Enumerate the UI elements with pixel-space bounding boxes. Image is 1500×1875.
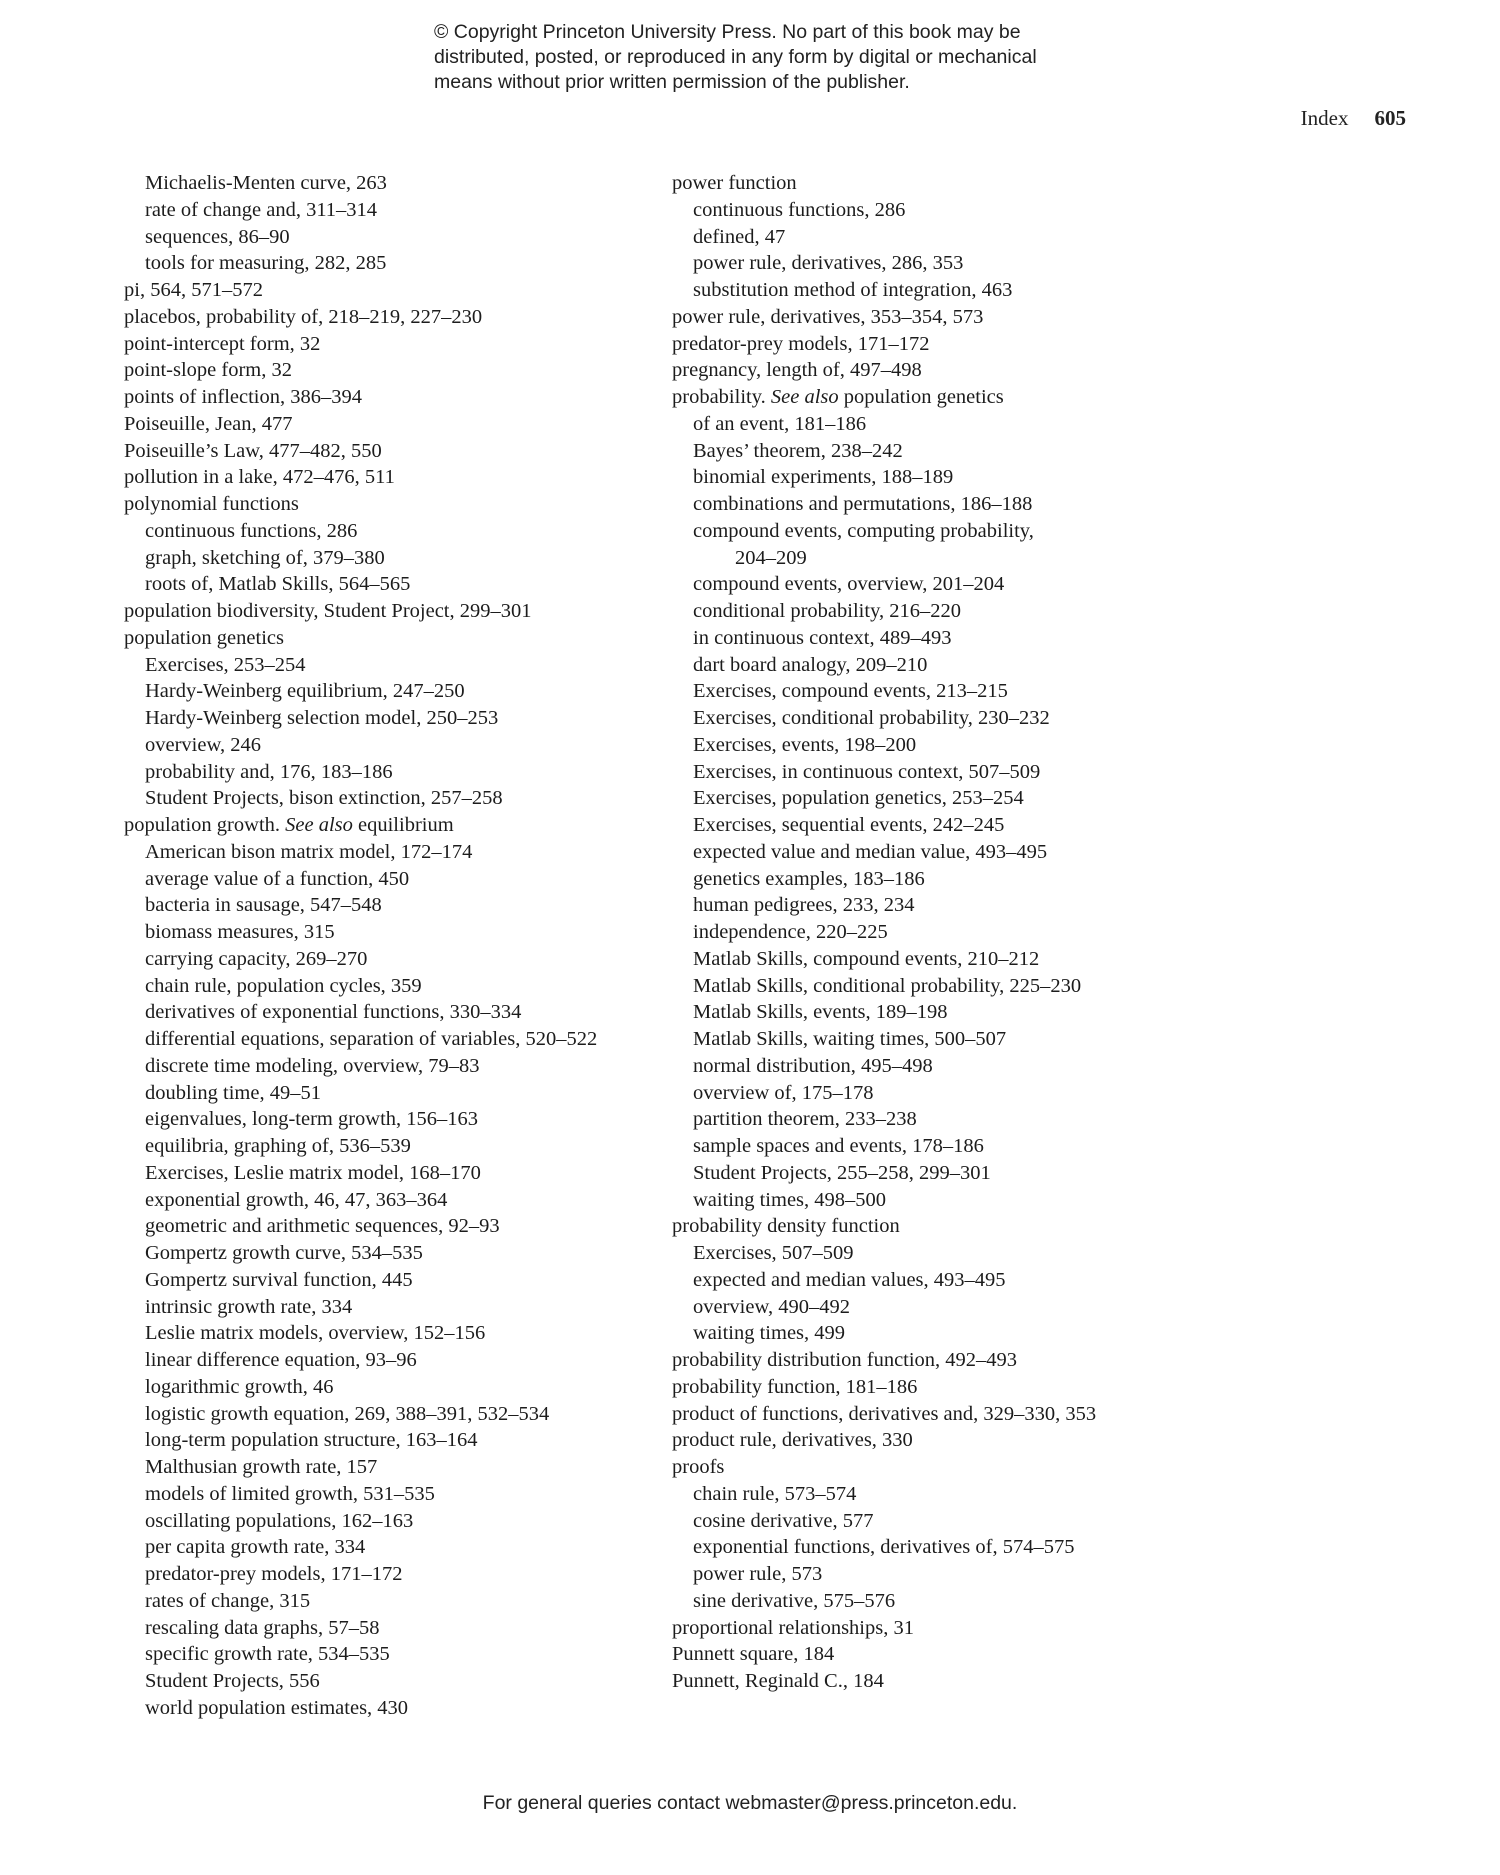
entry-text: point-intercept form, 32 xyxy=(124,332,321,355)
index-subentry xyxy=(124,1026,664,1053)
entry-text: Leslie matrix models, overview, 152–156 xyxy=(145,1322,486,1345)
entry-text: compound events, overview, 201–204 xyxy=(693,573,1005,596)
entry-text: power rule, derivatives, 353–354, 573 xyxy=(672,305,984,328)
index-subentry xyxy=(672,545,1192,572)
index-subentry xyxy=(672,1534,1192,1561)
entry-text: eigenvalues, long-term growth, 156–163 xyxy=(145,1108,479,1131)
entry-text: proofs xyxy=(672,1456,725,1478)
page-number: 605 xyxy=(1374,106,1406,130)
entry-text: doubling time, 49–51 xyxy=(145,1081,321,1104)
index-subentry xyxy=(672,571,1192,598)
see-also-label: See also xyxy=(770,386,839,408)
index-subentry xyxy=(124,1133,664,1160)
entry-text: human pedigrees, 233, 234 xyxy=(693,894,915,917)
entry-text: product rule, derivatives, 330 xyxy=(672,1429,913,1452)
index-entry xyxy=(672,1213,1192,1240)
entry-text: Malthusian growth rate, 157 xyxy=(145,1456,378,1478)
index-subentry xyxy=(672,625,1192,652)
index-entry xyxy=(672,1347,1192,1374)
index-subentry xyxy=(672,1080,1192,1107)
index-subentry xyxy=(672,250,1192,277)
index-subentry xyxy=(672,1481,1192,1508)
see-also-target: equilibrium xyxy=(352,814,454,836)
entry-text: chain rule, population cycles, 359 xyxy=(145,974,422,997)
entry-text: Exercises, in continuous context, 507–509 xyxy=(693,760,1041,783)
entry-text: oscillating populations, 162–163 xyxy=(145,1509,414,1532)
entry-text: sample spaces and events, 178–186 xyxy=(693,1135,984,1157)
entry-text: Poiseuille’s Law, 477–482, 550 xyxy=(124,439,382,462)
index-entry xyxy=(672,1668,1192,1695)
index-subentry xyxy=(672,411,1192,438)
entry-text: pregnancy, length of, 497–498 xyxy=(672,359,922,382)
index-subentry xyxy=(124,1080,664,1107)
index-entry xyxy=(124,812,664,839)
entry-text: population biodiversity, Student Project, 299–301 xyxy=(124,600,532,622)
index-entry xyxy=(124,438,664,465)
index-subentry xyxy=(672,598,1192,625)
entry-text: Bayes’ theorem, 238–242 xyxy=(693,439,903,462)
index-subentry xyxy=(124,1561,664,1588)
entry-text: probability distribution function, 492–493 xyxy=(672,1349,1018,1371)
index-subentry xyxy=(672,1588,1192,1615)
index-subentry xyxy=(124,1615,664,1642)
index-subentry xyxy=(672,678,1192,705)
index-subentry xyxy=(124,1427,664,1454)
entry-text: world population estimates, 430 xyxy=(145,1696,409,1719)
entry-text: point-slope form, 32 xyxy=(124,359,292,382)
index-subentry xyxy=(124,224,664,251)
entry-text: average value of a function, 450 xyxy=(145,867,410,890)
index-subentry xyxy=(672,1187,1192,1214)
index-subentry xyxy=(124,1588,664,1615)
index-subentry xyxy=(124,170,664,197)
index-subentry xyxy=(124,197,664,224)
entry-text: points of inflection, 386–394 xyxy=(124,386,363,408)
index-entry xyxy=(124,304,664,331)
see-also-label: See also xyxy=(285,814,353,836)
entry-text: logarithmic growth, 46 xyxy=(145,1375,334,1398)
index-subentry xyxy=(672,946,1192,973)
entry-text: specific growth rate, 534–535 xyxy=(145,1643,390,1666)
entry-text: continuous functions, 286 xyxy=(145,519,358,542)
entry-text: placebos, probability of, 218–219, 227–230 xyxy=(124,305,483,328)
entry-text: Exercises, 507–509 xyxy=(693,1242,854,1264)
entry-text: exponential functions, derivatives of, 574–575 xyxy=(693,1536,1075,1559)
index-entry xyxy=(124,331,664,358)
entry-text: Matlab Skills, waiting times, 500–507 xyxy=(693,1028,1007,1050)
index-subentry xyxy=(124,1534,664,1561)
entry-text: rates of change, 315 xyxy=(145,1589,311,1612)
entry-text: geometric and arithmetic sequences, 92–93 xyxy=(145,1215,500,1238)
entry-text: of an event, 181–186 xyxy=(693,412,867,435)
entry-text: overview, 246 xyxy=(145,733,261,756)
index-subentry xyxy=(124,571,664,598)
entry-text: overview, 490–492 xyxy=(693,1295,850,1318)
entry-text: Student Projects, 556 xyxy=(145,1670,320,1692)
index-entry xyxy=(124,411,664,438)
entry-text: logistic growth equation, 269, 388–391, 532–534 xyxy=(145,1402,550,1425)
index-subentry xyxy=(124,785,664,812)
index-subentry xyxy=(672,973,1192,1000)
index-subentry xyxy=(124,1641,664,1668)
index-subentry xyxy=(672,1133,1192,1160)
index-subentry xyxy=(124,919,664,946)
index-subentry xyxy=(124,1347,664,1374)
entry-text: overview of, 175–178 xyxy=(693,1081,874,1104)
entry-text: rescaling data graphs, 57–58 xyxy=(145,1616,380,1639)
index-subentry xyxy=(672,892,1192,919)
index-subentry xyxy=(672,197,1192,224)
index-entry xyxy=(672,1427,1192,1454)
index-entry xyxy=(672,1641,1192,1668)
entry-text: substitution method of integration, 463 xyxy=(693,279,1013,301)
index-subentry xyxy=(124,1160,664,1187)
entry-text: bacteria in sausage, 547–548 xyxy=(145,894,382,917)
index-subentry xyxy=(124,999,664,1026)
entry-text: Matlab Skills, events, 189–198 xyxy=(693,1001,948,1024)
index-column-right xyxy=(672,170,1192,1695)
index-subentry xyxy=(124,732,664,759)
entry-text: binomial experiments, 188–189 xyxy=(693,466,954,489)
footer-contact: For general queries contact webmaster@press.princeton.edu. xyxy=(482,1792,1018,1814)
entry-text: continuous functions, 286 xyxy=(693,198,906,221)
entry-text: Student Projects, bison extinction, 257–258 xyxy=(145,787,503,810)
entry-text: Punnett square, 184 xyxy=(672,1643,835,1666)
index-entry xyxy=(672,1454,1192,1481)
index-subentry xyxy=(124,1213,664,1240)
entry-text: power rule, derivatives, 286, 353 xyxy=(693,252,964,275)
index-subentry xyxy=(672,759,1192,786)
index-subentry xyxy=(672,999,1192,1026)
index-entry xyxy=(672,1374,1192,1401)
index-entry xyxy=(672,384,1192,411)
index-subentry xyxy=(672,1160,1192,1187)
index-subentry xyxy=(124,1320,664,1347)
entry-text: sequences, 86–90 xyxy=(145,225,290,248)
entry-text: Poiseuille, Jean, 477 xyxy=(124,412,293,435)
index-subentry xyxy=(672,1267,1192,1294)
entry-text: expected and median values, 493–495 xyxy=(693,1268,1006,1291)
entry-text: chain rule, 573–574 xyxy=(693,1482,857,1505)
entry-text: intrinsic growth rate, 334 xyxy=(145,1295,353,1318)
entry-text: carrying capacity, 269–270 xyxy=(145,947,368,970)
index-subentry xyxy=(672,652,1192,679)
index-subentry xyxy=(124,1454,664,1481)
entry-text: Exercises, conditional probability, 230–232 xyxy=(693,707,1050,729)
running-head xyxy=(1301,106,1406,131)
entry-text: Michaelis-Menten curve, 263 xyxy=(145,172,387,194)
entry-text: normal distribution, 495–498 xyxy=(693,1054,933,1077)
entry-text: conditional probability, 216–220 xyxy=(693,600,961,622)
entry-text: Hardy-Weinberg selection model, 250–253 xyxy=(145,707,499,729)
index-subentry xyxy=(124,250,664,277)
index-subentry xyxy=(124,1187,664,1214)
entry-text: product of functions, derivatives and, 329–330, 353 xyxy=(672,1402,1097,1425)
entry-text: genetics examples, 183–186 xyxy=(693,867,925,890)
index-subentry xyxy=(124,1668,664,1695)
entry-text: Hardy-Weinberg equilibrium, 247–250 xyxy=(145,680,465,703)
index-entry xyxy=(124,464,664,491)
index-entry xyxy=(672,1401,1192,1428)
index-subentry xyxy=(124,1374,664,1401)
entry-text: Exercises, events, 198–200 xyxy=(693,733,917,756)
index-subentry xyxy=(124,1294,664,1321)
index-subentry xyxy=(124,1267,664,1294)
index-subentry xyxy=(672,518,1192,545)
entry-text: predator-prey models, 171–172 xyxy=(145,1563,403,1585)
entry-text: expected value and median value, 493–495 xyxy=(693,840,1048,863)
entry-text: per capita growth rate, 334 xyxy=(145,1536,366,1559)
entry-text: derivatives of exponential functions, 330–334 xyxy=(145,1001,522,1024)
index-subentry xyxy=(124,518,664,545)
entry-text: Matlab Skills, compound events, 210–212 xyxy=(693,947,1040,970)
index-subentry xyxy=(672,224,1192,251)
index-subentry xyxy=(672,1561,1192,1588)
see-also-target: population genetics xyxy=(838,386,1004,408)
index-entry xyxy=(672,170,1192,197)
index-subentry xyxy=(672,812,1192,839)
entry-text: roots of, Matlab Skills, 564–565 xyxy=(145,573,411,596)
index-subentry xyxy=(124,946,664,973)
entry-text: cosine derivative, 577 xyxy=(693,1509,874,1532)
entry-text: probability and, 176, 183–186 xyxy=(145,760,393,783)
index-subentry xyxy=(672,1320,1192,1347)
entry-text: probability. xyxy=(672,386,771,408)
index-subentry xyxy=(672,464,1192,491)
entry-text: models of limited growth, 531–535 xyxy=(145,1482,435,1505)
index-entry xyxy=(124,625,664,652)
entry-text: independence, 220–225 xyxy=(693,921,888,943)
entry-text: pi, 564, 571–572 xyxy=(124,279,263,301)
entry-text: in continuous context, 489–493 xyxy=(693,626,952,649)
index-subentry xyxy=(124,1240,664,1267)
index-subentry xyxy=(672,1508,1192,1535)
index-subentry xyxy=(672,1106,1192,1133)
entry-text: proportional relationships, 31 xyxy=(672,1616,914,1639)
entry-text: power function xyxy=(672,172,797,194)
index-subentry xyxy=(124,545,664,572)
entry-text: American bison matrix model, 172–174 xyxy=(145,840,473,863)
index-entry xyxy=(124,598,664,625)
index-entry xyxy=(124,384,664,411)
entry-text: Student Projects, 255–258, 299–301 xyxy=(693,1161,991,1184)
entry-text: Exercises, sequential events, 242–245 xyxy=(693,814,1005,836)
index-column-left xyxy=(124,170,664,1722)
index-subentry xyxy=(124,892,664,919)
copyright-notice xyxy=(434,20,1134,95)
index-subentry xyxy=(124,678,664,705)
entry-text: population growth. xyxy=(124,814,286,836)
entry-text: defined, 47 xyxy=(693,225,786,248)
entry-text: probability density function xyxy=(672,1215,900,1238)
entry-text: polynomial functions xyxy=(124,493,299,515)
entry-text: probability function, 181–186 xyxy=(672,1375,918,1398)
index-subentry xyxy=(124,1481,664,1508)
index-subentry xyxy=(124,1401,664,1428)
entry-text: predator-prey models, 171–172 xyxy=(672,332,930,355)
entry-text: 204–209 xyxy=(735,546,807,569)
index-subentry xyxy=(124,1053,664,1080)
entry-text: compound events, computing probability, xyxy=(693,519,1034,542)
index-subentry xyxy=(672,839,1192,866)
index-subentry xyxy=(672,1026,1192,1053)
entry-text: equilibria, graphing of, 536–539 xyxy=(145,1135,411,1157)
entry-text: Punnett, Reginald C., 184 xyxy=(672,1670,884,1692)
entry-text: exponential growth, 46, 47, 363–364 xyxy=(145,1188,448,1211)
index-subentry xyxy=(672,491,1192,518)
index-subentry xyxy=(672,866,1192,893)
index-subentry xyxy=(124,866,664,893)
index-subentry xyxy=(672,1240,1192,1267)
index-subentry xyxy=(124,652,664,679)
index-subentry xyxy=(672,277,1192,304)
entry-text: long-term population structure, 163–164 xyxy=(145,1429,478,1452)
index-subentry xyxy=(672,438,1192,465)
entry-text: sine derivative, 575–576 xyxy=(693,1589,896,1612)
index-subentry xyxy=(124,973,664,1000)
entry-text: linear difference equation, 93–96 xyxy=(145,1349,417,1371)
entry-text: power rule, 573 xyxy=(693,1563,823,1585)
entry-text: combinations and permutations, 186–188 xyxy=(693,493,1033,515)
index-subentry xyxy=(672,1294,1192,1321)
index-subentry xyxy=(124,1508,664,1535)
section-title: Index xyxy=(1300,106,1349,130)
index-subentry xyxy=(124,759,664,786)
index-subentry xyxy=(124,1106,664,1133)
index-entry xyxy=(124,357,664,384)
entry-text: discrete time modeling, overview, 79–83 xyxy=(145,1054,480,1077)
index-subentry xyxy=(672,732,1192,759)
entry-text: waiting times, 498–500 xyxy=(693,1188,887,1211)
index-subentry xyxy=(124,839,664,866)
index-subentry xyxy=(124,1695,664,1722)
index-entry xyxy=(672,331,1192,358)
index-entry xyxy=(124,491,664,518)
entry-text: waiting times, 499 xyxy=(693,1322,846,1345)
copyright-line: © Copyright Princeton University Press. No part of this book may be xyxy=(434,21,1021,43)
index-subentry xyxy=(672,919,1192,946)
entry-text: population genetics xyxy=(124,626,284,649)
index-entry xyxy=(672,357,1192,384)
copyright-line: means without prior written permission of the publisher. xyxy=(434,71,910,93)
index-entry xyxy=(124,277,664,304)
entry-text: Gompertz growth curve, 534–535 xyxy=(145,1242,423,1264)
index-entry xyxy=(672,1615,1192,1642)
entry-text: partition theorem, 233–238 xyxy=(693,1108,917,1131)
copyright-line: distributed, posted, or reproduced in any form by digital or mechanical xyxy=(434,46,1037,68)
entry-text: Exercises, population genetics, 253–254 xyxy=(693,787,1024,810)
entry-text: Gompertz survival function, 445 xyxy=(145,1268,413,1291)
index-subentry xyxy=(672,1053,1192,1080)
entry-text: Exercises, 253–254 xyxy=(145,653,306,676)
entry-text: Exercises, compound events, 213–215 xyxy=(693,680,1008,703)
index-subentry xyxy=(672,785,1192,812)
index-subentry xyxy=(672,705,1192,732)
entry-text: Matlab Skills, conditional probability, 225–230 xyxy=(693,974,1082,997)
entry-text: rate of change and, 311–314 xyxy=(145,198,378,221)
entry-text: biomass measures, 315 xyxy=(145,921,335,943)
entry-text: Exercises, Leslie matrix model, 168–170 xyxy=(145,1161,481,1184)
entry-text: pollution in a lake, 472–476, 511 xyxy=(124,466,395,489)
entry-text: differential equations, separation of variables, 520–522 xyxy=(145,1028,598,1050)
index-entry xyxy=(672,304,1192,331)
index-subentry xyxy=(124,705,664,732)
entry-text: graph, sketching of, 379–380 xyxy=(145,546,385,569)
entry-text: tools for measuring, 282, 285 xyxy=(145,252,387,275)
entry-text: dart board analogy, 209–210 xyxy=(693,653,928,676)
